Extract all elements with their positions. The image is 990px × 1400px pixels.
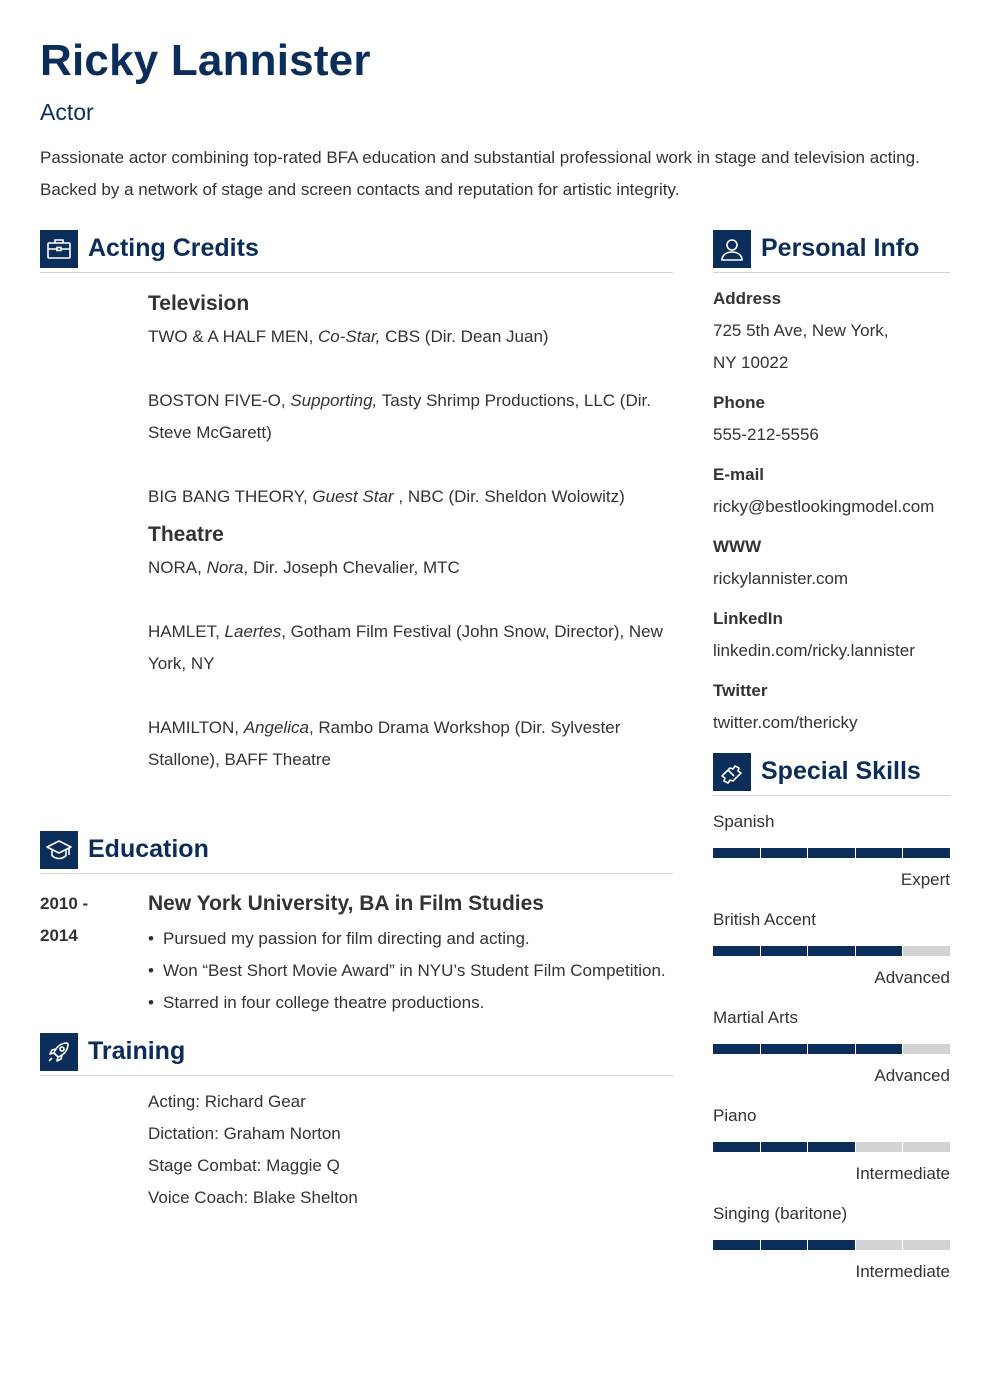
skills-list xyxy=(713,806,950,1296)
list-item: Dictation: Graham Norton xyxy=(148,1124,341,1143)
section-title: Special Skills xyxy=(761,757,921,785)
training-list xyxy=(148,1086,358,1214)
special-skills-header xyxy=(713,753,950,795)
skill-item xyxy=(713,904,950,1002)
credit-item: HAMILTON, Angelica, Rambo Drama Workshop (Dir. Sylvester Stallone), BAFF Theatre xyxy=(148,718,621,769)
credit-item: BOSTON FIVE-O, Supporting, Tasty Shrimp Productions, LLC (Dir. Steve McGarett) xyxy=(148,391,651,442)
acting-credits-header xyxy=(40,230,673,272)
www-label: WWW xyxy=(713,537,762,556)
skill-name: Singing (baritone) xyxy=(713,1204,848,1223)
skill-name: British Accent xyxy=(713,910,816,929)
list-item: • Won “Best Short Movie Award” in NYU’s Student Film Competition. xyxy=(148,955,678,987)
briefcase-icon xyxy=(40,230,78,268)
acting-credits-body xyxy=(148,289,673,776)
theatre-heading: Theatre xyxy=(148,523,224,546)
list-item: Acting: Richard Gear xyxy=(148,1092,306,1111)
linkedin-value[interactable]: linkedin.com/ricky.lannister xyxy=(713,641,915,660)
skill-level: Advanced xyxy=(874,968,950,987)
credit-item: NORA, Nora, Dir. Joseph Chevalier, MTC xyxy=(148,558,460,577)
training-header xyxy=(40,1033,673,1075)
email-label: E-mail xyxy=(713,465,765,484)
graduation-cap-icon xyxy=(40,831,78,869)
personal-info-header xyxy=(713,230,950,272)
skill-bar xyxy=(713,1240,950,1250)
candidate-name: Ricky Lannister xyxy=(40,36,371,85)
section-title: Personal Info xyxy=(761,234,920,262)
list-item: • Starred in four college theatre productions. xyxy=(148,987,678,1019)
education-dates: 2010 - 2014 xyxy=(40,894,89,945)
puzzle-hand-icon xyxy=(713,753,751,791)
twitter-value[interactable]: twitter.com/thericky xyxy=(713,713,858,732)
skill-name: Piano xyxy=(713,1106,757,1125)
divider xyxy=(40,1075,673,1076)
television-heading: Television xyxy=(148,292,250,315)
skill-name: Spanish xyxy=(713,812,775,831)
divider xyxy=(40,873,673,874)
list-item: Voice Coach: Blake Shelton xyxy=(148,1188,358,1207)
twitter-label: Twitter xyxy=(713,681,768,700)
divider xyxy=(40,272,673,273)
personal-info-list xyxy=(713,283,953,747)
address-label: Address xyxy=(713,289,782,308)
user-icon xyxy=(713,230,751,268)
summary: Passionate actor combining top-rated BFA education and substantial professional work in stage and television acting. Backed by a network of stage and screen contacts and reputation for artistic integrity. xyxy=(40,148,920,199)
skill-bar xyxy=(713,1044,950,1054)
section-title: Training xyxy=(88,1037,186,1065)
divider xyxy=(713,795,950,796)
address-value: 725 5th Ave, New York, NY 10022 xyxy=(713,321,889,372)
skill-level: Advanced xyxy=(874,1066,950,1085)
skill-item xyxy=(713,1100,950,1198)
email-value[interactable]: ricky@bestlookingmodel.com xyxy=(713,497,935,516)
job-title: Actor xyxy=(40,99,94,125)
phone-value: 555-212-5556 xyxy=(713,425,819,444)
education-bullets xyxy=(148,923,678,1019)
skill-name: Martial Arts xyxy=(713,1008,799,1027)
education-title: New York University, BA in Film Studies xyxy=(148,892,544,915)
linkedin-label: LinkedIn xyxy=(713,609,783,628)
skill-bar xyxy=(713,848,950,858)
credit-item: BIG BANG THEORY, Guest Star , NBC (Dir. Sheldon Wolowitz) xyxy=(148,487,625,506)
rocket-icon xyxy=(40,1033,78,1071)
skill-item xyxy=(713,1198,950,1296)
divider xyxy=(713,272,950,273)
skill-bar xyxy=(713,1142,950,1152)
list-item: Stage Combat: Maggie Q xyxy=(148,1156,340,1175)
education-header xyxy=(40,831,673,873)
phone-label: Phone xyxy=(713,393,765,412)
skill-level: Intermediate xyxy=(855,1262,950,1281)
credit-item: HAMLET, Laertes, Gotham Film Festival (John Snow, Director), New York, NY xyxy=(148,622,663,673)
skill-bar xyxy=(713,946,950,956)
education-entry xyxy=(148,888,678,1019)
section-title: Education xyxy=(88,835,209,863)
credit-item: TWO & A HALF MEN, Co-Star, CBS (Dir. Dean Juan) xyxy=(148,327,549,346)
skill-level: Intermediate xyxy=(855,1164,950,1183)
skill-level: Expert xyxy=(900,870,950,889)
skill-item xyxy=(713,806,950,904)
www-value[interactable]: rickylannister.com xyxy=(713,569,849,588)
skill-item xyxy=(713,1002,950,1100)
section-title: Acting Credits xyxy=(88,234,259,262)
list-item: • Pursued my passion for film directing and acting. xyxy=(148,923,678,955)
